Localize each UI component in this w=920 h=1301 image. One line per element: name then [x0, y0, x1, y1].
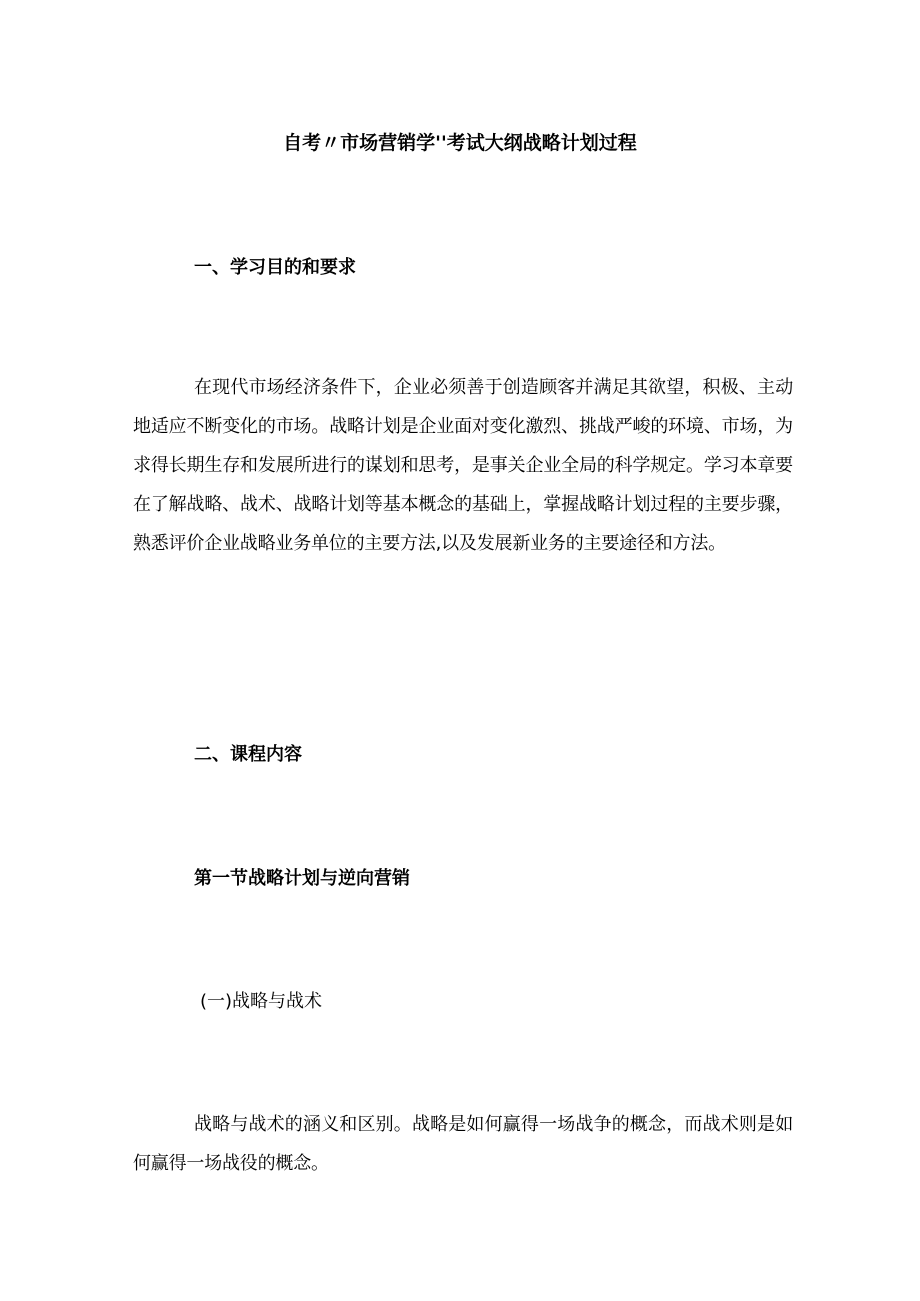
strategy-tactics-paragraph: 战略与战术的涵义和区别。战略是如何赢得一场战争的概念，而战术则是如何赢得一场战役的概念。 — [133, 1114, 793, 1174]
document-title: 自考〃市场营销学''考试大纲战略计划过程 — [283, 132, 637, 154]
section-heading-course-content: 二、课程内容 — [194, 744, 302, 765]
item-heading-strategy-tactics: (一)战略与战术 — [200, 991, 323, 1012]
objectives-paragraph: 在现代市场经济条件下，企业必须善于创造顾客并满足其欲望，积极、主动地适应不断变化的市场。战略计划是企业面对变化激烈、挑战严峻的环境、市场，为求得长期生存和发展所进行的谋划和思考，是事关企业全局的科学规定。学习本章要在了解战略、战术、战略计划等基本概念的基础上，掌握战略计划过程的主要步骤，熟悉评价企业战略业务单位的主要方法,以及发展新业务的主要途径和方法。 — [133, 377, 793, 554]
section-heading-objectives: 一、学习目的和要求 — [194, 257, 356, 278]
subsection-heading-strategic-planning: 第一节战略计划与逆向营销 — [194, 868, 410, 889]
